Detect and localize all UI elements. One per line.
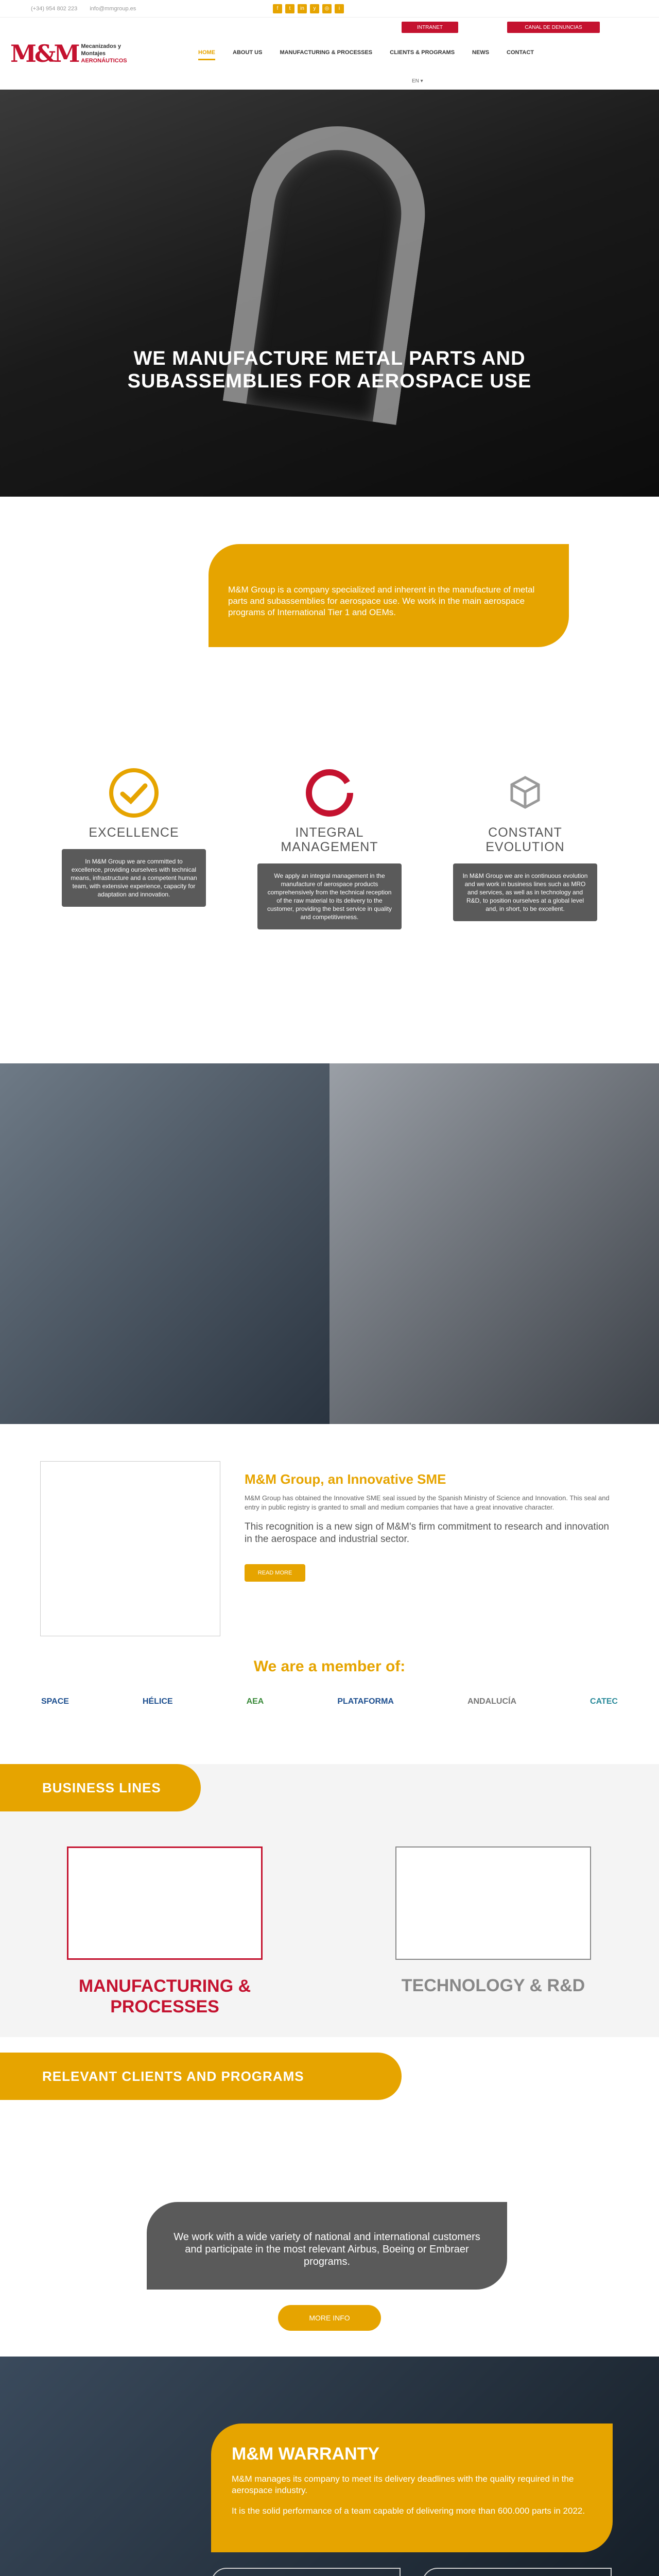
intranet-button[interactable]: INTRANET bbox=[402, 22, 458, 33]
member-logo[interactable]: HÉLICE bbox=[142, 1697, 173, 1706]
site-header bbox=[0, 18, 659, 90]
photo-strip bbox=[0, 1063, 659, 1424]
top-bar bbox=[0, 0, 659, 18]
cube-icon bbox=[497, 765, 553, 821]
kpi-quality bbox=[211, 2568, 401, 2576]
sme-highlight: This recognition is a new sign of M&M's firm commitment to research and innovation in the aerospace and industrial sector. bbox=[245, 1521, 609, 1545]
main-nav bbox=[198, 49, 534, 60]
member-title: We are a member of: bbox=[253, 1658, 406, 1675]
language-selector[interactable]: EN ▾ bbox=[412, 78, 423, 84]
phone-link[interactable]: (+34) 954 802 223 bbox=[31, 5, 78, 12]
intro-section bbox=[0, 497, 659, 765]
member-logo[interactable]: PLATAFORMA bbox=[337, 1697, 394, 1706]
linkedin-icon[interactable]: in bbox=[298, 4, 307, 13]
canal-denuncias-button[interactable]: CANAL DE DENUNCIAS bbox=[507, 22, 600, 33]
nav-home[interactable]: HOME bbox=[198, 49, 215, 60]
nav-news[interactable]: NEWS bbox=[472, 49, 490, 56]
business-lines-tag: BUSINESS LINES bbox=[0, 1764, 201, 1811]
member-logo[interactable]: ANDALUCÍA bbox=[467, 1697, 517, 1706]
contact-info bbox=[31, 6, 136, 12]
clients-section bbox=[0, 2037, 659, 2357]
member-logo[interactable]: AEA bbox=[246, 1697, 264, 1706]
value-constant-evolution: CONSTANT EVOLUTION In M&M Group we are in continuous evolution and we work in business lines such as MRO and services, as well as in technology and R&D, to position ourselves at a global level and, in short, to be excellent. bbox=[453, 765, 597, 921]
email-link[interactable]: info@mmgroup.es bbox=[90, 5, 136, 12]
nav-about[interactable]: ABOUT US bbox=[233, 49, 263, 56]
business-card-manufacturing[interactable]: MANUFACTURING & PROCESSES bbox=[67, 1846, 263, 1960]
hero-title: WE MANUFACTURE METAL PARTS AND SUBASSEMBLIES FOR AEROSPACE USE bbox=[127, 348, 532, 392]
facebook-icon[interactable]: f bbox=[273, 4, 282, 13]
check-circle-icon bbox=[106, 765, 162, 821]
member-logo[interactable]: CATEC bbox=[590, 1697, 618, 1706]
logo-line2: AERONÁUTICOS bbox=[81, 58, 127, 64]
intro-box: M&M Group is a company specialized and inherent in the manufacture of metal parts and subassemblies for aerospace use. We work in the main aerospace programs of International Tier 1 and OEMs. bbox=[209, 544, 569, 647]
business-card-technology[interactable]: TECHNOLOGY & R&D bbox=[395, 1846, 591, 1960]
warranty-text: M&M manages its company to meet its delivery deadlines with the quality required in the aerospace industry. bbox=[232, 2474, 574, 2495]
more-info-button[interactable]: MORE INFO bbox=[278, 2305, 381, 2331]
hero-banner bbox=[0, 90, 659, 497]
sme-title: M&M Group, an Innovative SME bbox=[245, 1471, 446, 1487]
sme-section bbox=[0, 1424, 659, 1646]
logo-mark: M&M bbox=[10, 40, 78, 67]
sme-seal-image bbox=[40, 1461, 220, 1636]
value-excellence: EXCELLENCE In M&M Group we are committed to excellence, providing ourselves with technical means, infrastructure and a competent human team, with extensive experience, capacity for adaptation and innovation. bbox=[62, 765, 206, 907]
logo-line1: Mecanizados y Montajes bbox=[81, 43, 122, 57]
nav-clients[interactable]: CLIENTS & PROGRAMS bbox=[390, 49, 455, 56]
sme-read-more-button[interactable]: READ MORE bbox=[245, 1564, 305, 1582]
info-icon[interactable]: i bbox=[335, 4, 344, 13]
twitter-icon[interactable]: t bbox=[285, 4, 294, 13]
business-lines-section bbox=[0, 1764, 659, 2037]
warranty-text2: It is the solid performance of a team capable of delivering more than 600.000 parts in 2022. bbox=[232, 2506, 585, 2516]
photo-inspection bbox=[330, 1063, 659, 1424]
youtube-icon[interactable]: y bbox=[310, 4, 319, 13]
company-logo[interactable] bbox=[10, 33, 139, 74]
social-icons bbox=[273, 4, 344, 13]
value-integral-management: INTEGRAL MANAGEMENT We apply an integral management in the manufacture of aerospace products comprehensively from the technical reception of the raw material to its delivery to the customer, providing the best service in quality and competitiveness. bbox=[257, 765, 402, 929]
member-logos bbox=[41, 1697, 618, 1706]
warranty-section bbox=[0, 2357, 659, 2576]
nav-contact[interactable]: CONTACT bbox=[507, 49, 534, 56]
member-section bbox=[0, 1646, 659, 1764]
photo-worker bbox=[0, 1063, 330, 1424]
kpi-delivery bbox=[422, 2568, 612, 2576]
clients-box: We work with a wide variety of national and international customers and participate in the most relevant Airbus, Boeing or Embraer programs. bbox=[147, 2202, 507, 2290]
instagram-icon[interactable]: ◎ bbox=[322, 4, 332, 13]
warranty-title: M&M WARRANTY bbox=[232, 2444, 380, 2464]
values-section bbox=[0, 765, 659, 1063]
warranty-box bbox=[211, 2424, 613, 2552]
sme-text: M&M Group has obtained the Innovative SME seal issued by the Spanish Ministry of Science and Innovation. This seal and entry in public registry is granted to small and medium companies that have a great innovative character. bbox=[245, 1494, 610, 1511]
member-logo[interactable]: SPACE bbox=[41, 1697, 69, 1706]
ring-icon bbox=[301, 765, 358, 821]
nav-manufacturing[interactable]: MANUFACTURING & PROCESSES bbox=[280, 49, 373, 56]
clients-tag: RELEVANT CLIENTS AND PROGRAMS bbox=[0, 2053, 402, 2100]
